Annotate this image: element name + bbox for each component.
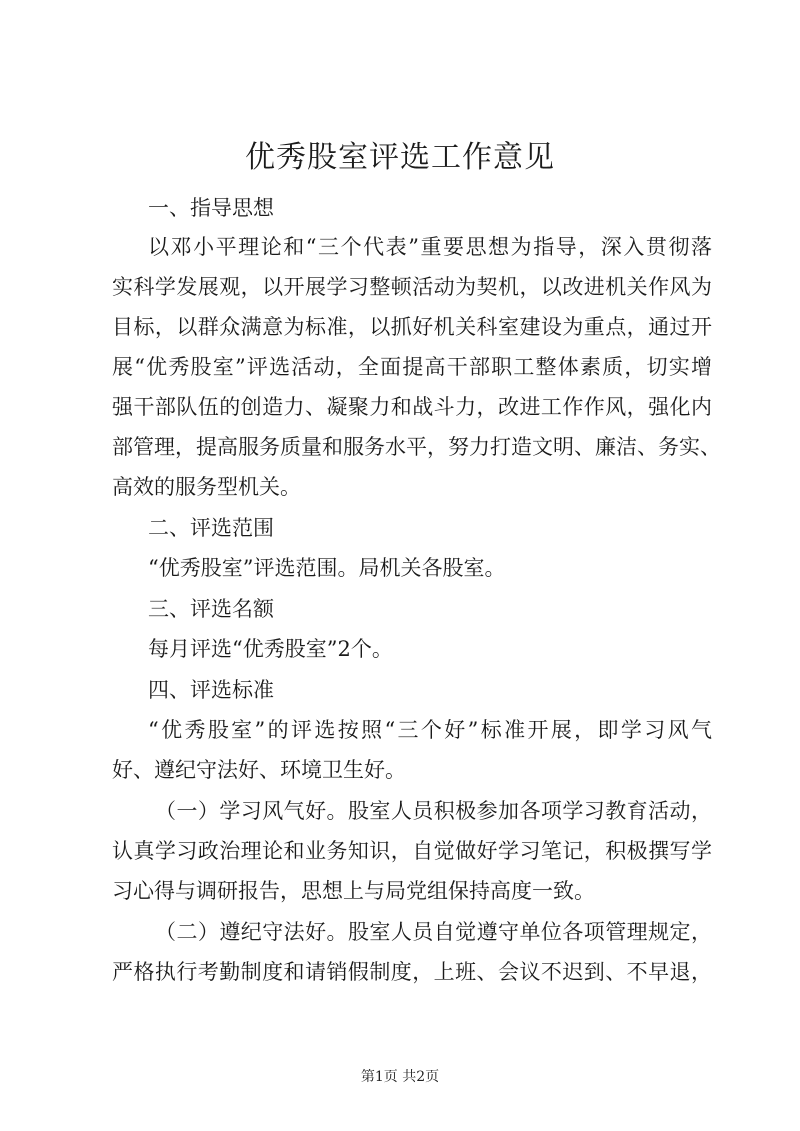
paragraph-line: 认真学习政治理论和业务知识，自觉做好学习笔记，积极撰写学 [112,839,712,863]
paragraph-line: （二）遵纪守法好。股室人员自觉遵守单位各项管理规定， [155,920,712,944]
paragraph-line: （一）学习风气好。股室人员积极参加各项学习教育活动， [155,799,712,823]
paragraph-line: 目标，以群众满意为标准，以抓好机关科室建设为重点，通过开 [112,315,712,339]
section-heading-scope: 二、评选范围 [148,516,274,540]
paragraph-line: 以邓小平理论和“三个代表”重要思想为指导，深入贯彻落 [148,235,712,259]
section-heading-quota: 三、评选名额 [148,597,274,621]
paragraph-line: 强干部队伍的创造力、凝聚力和战斗力，改进工作作风，强化内 [112,395,712,419]
paragraph-line: “优秀股室”的评选按照“三个好”标准开展，即学习风气 [148,718,712,742]
paragraph-line: “优秀股室”评选范围。局机关各股室。 [148,556,506,580]
section-heading-criteria: 四、评选标准 [148,678,274,702]
paragraph-line: 习心得与调研报告，思想上与局党组保持高度一致。 [112,879,595,903]
paragraph-line: 实科学发展观，以开展学习整顿活动为契机，以改进机关作风为 [112,275,712,299]
paragraph-line: 严格执行考勤制度和请销假制度，上班、会议不迟到、不早退， [112,960,712,984]
paragraph-line: 展“优秀股室”评选活动，全面提高干部职工整体素质，切实增 [112,355,712,379]
paragraph-line: 高效的服务型机关。 [112,475,301,499]
page-number: 第1页 共2页 [360,1069,440,1085]
page-title: 优秀股室评选工作意见 [245,140,555,175]
paragraph-line: 每月评选“优秀股室”2个。 [148,637,393,661]
paragraph-line: 部管理，提高服务质量和服务水平，努力打造文明、廉洁、务实、 [112,435,721,459]
section-heading-guiding-ideology: 一、指导思想 [148,196,274,220]
paragraph-line: 好、遵纪守法好、环境卫生好。 [112,758,406,782]
